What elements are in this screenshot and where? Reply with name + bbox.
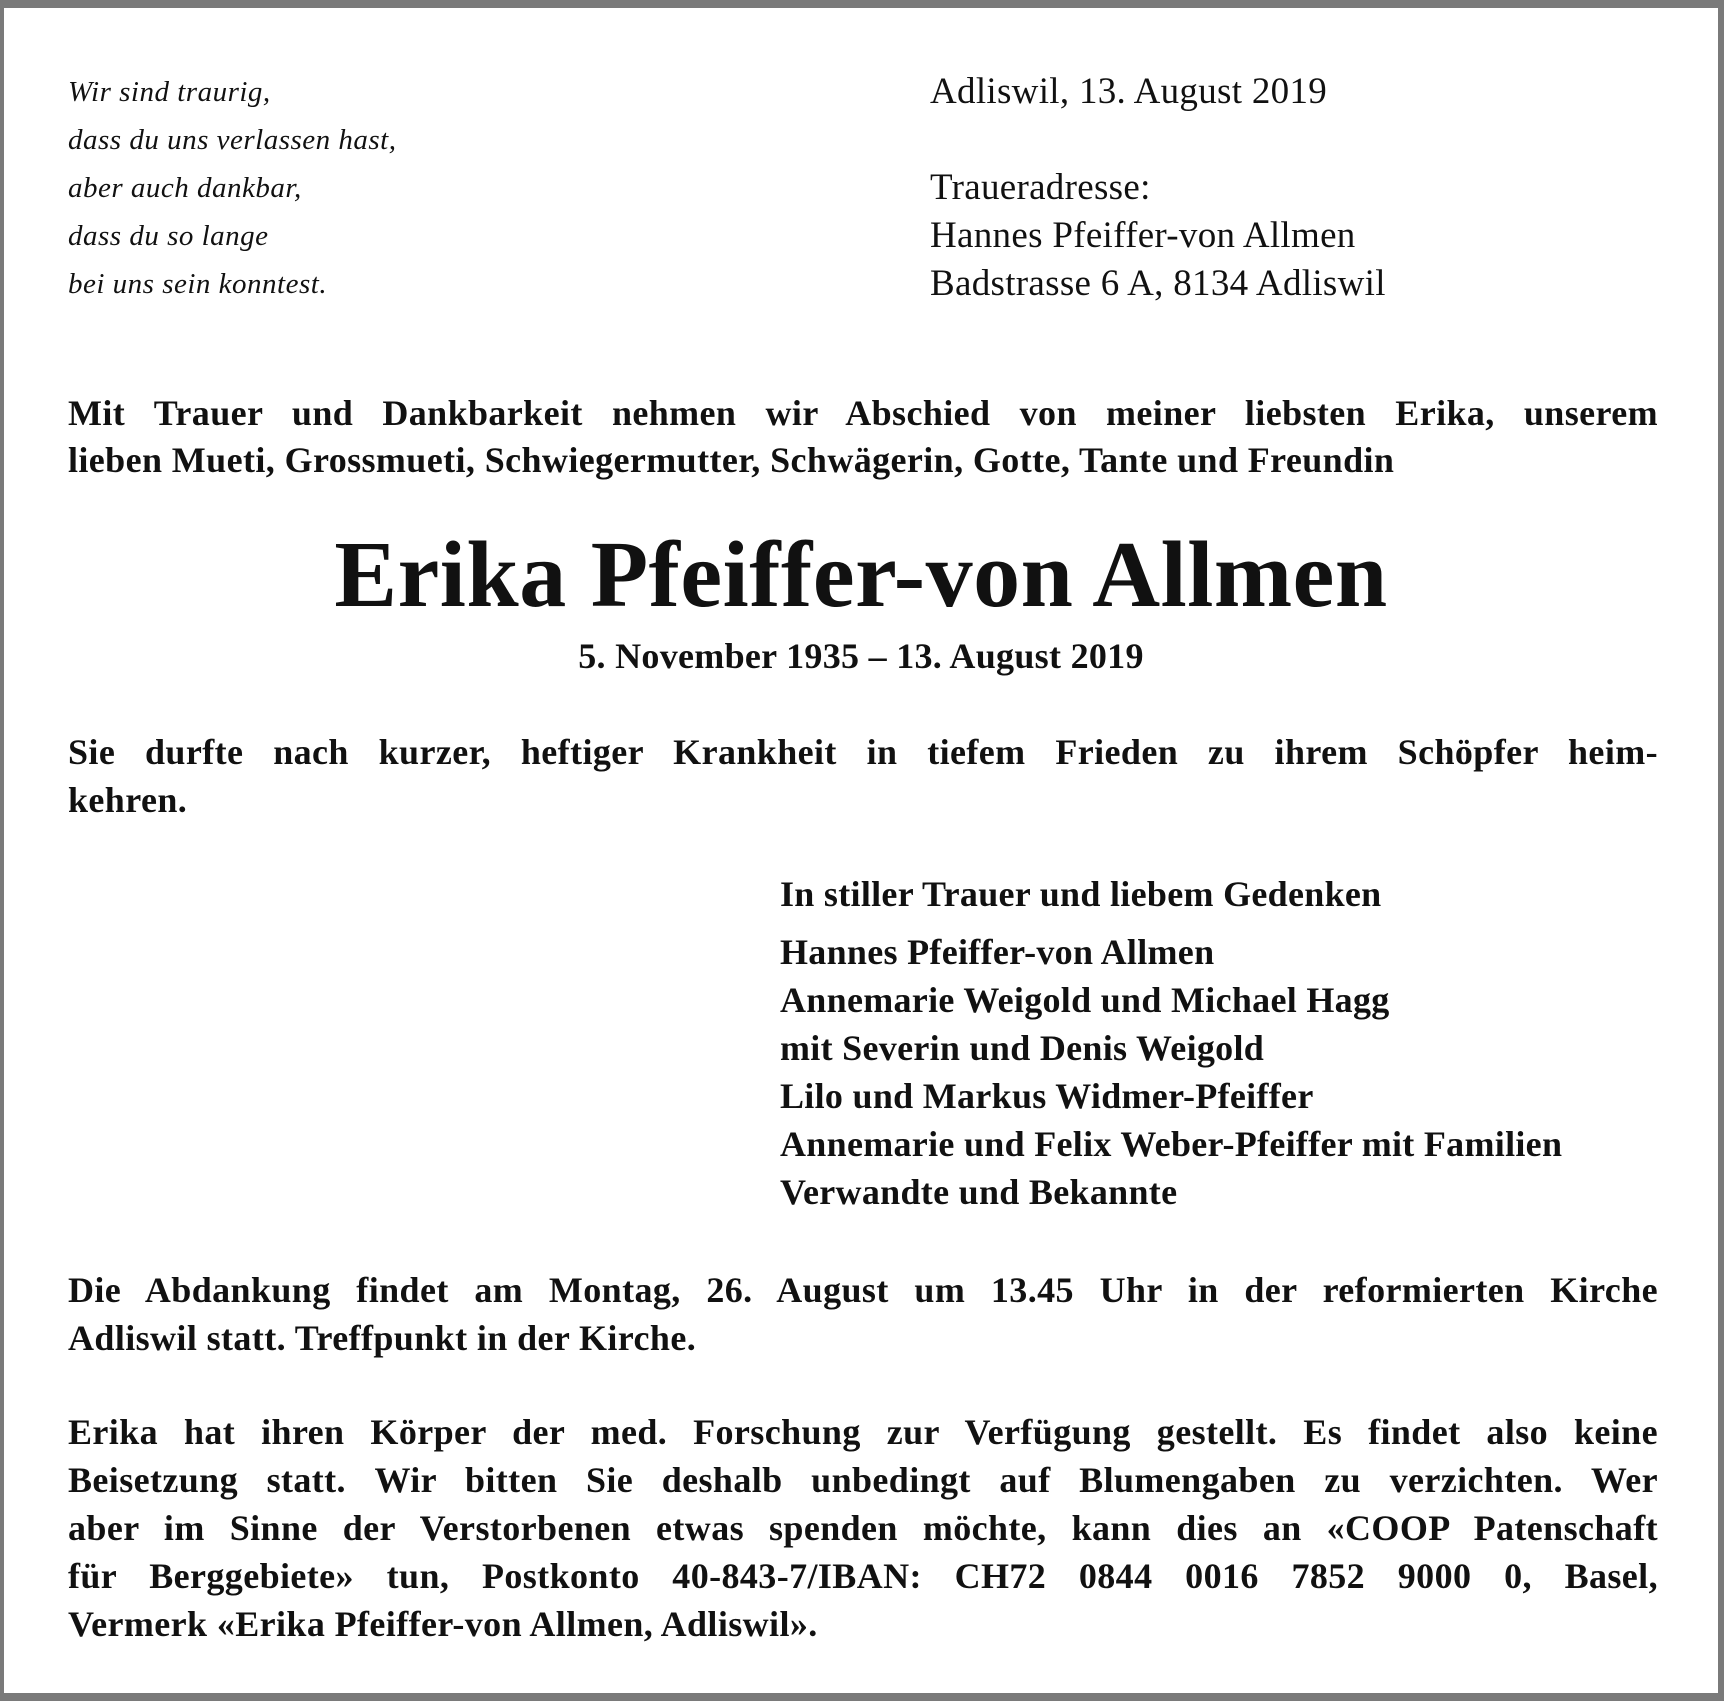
poem-line: aber auch dankbar, (68, 172, 302, 204)
death-note-line: kehren. (68, 780, 188, 820)
death-note-line: Sie durfte nach kurzer, heftiger Krankheit in tiefem Frieden zu ihrem Schöpfer heim- (68, 732, 1658, 772)
donation-line: Erika hat ihren Körper der med. Forschung zur Verfügung gestellt. Es findet also keine (68, 1412, 1658, 1452)
mourner: Hannes Pfeiffer-von Allmen (780, 932, 1215, 972)
donation-text: Beisetzung statt. (68, 1460, 375, 1500)
service-line: Adliswil statt. Treffpunkt in der Kirche. (68, 1318, 697, 1358)
poem-line: dass du uns verlassen hast, (68, 124, 397, 156)
death-note (68, 728, 1658, 824)
poem-line: bei uns sein konntest. (68, 268, 328, 300)
donation-line: Vermerk «Erika Pfeiffer-von Allmen, Adliswil». (68, 1604, 818, 1644)
deceased-name: Erika Pfeiffer-von Allmen (334, 523, 1388, 627)
place-date: Adliswil, 13. August 2019 (930, 71, 1328, 112)
address-name: Hannes Pfeiffer-von Allmen (930, 215, 1356, 256)
address-street: Badstrasse 6 A, 8134 Adliswil (930, 263, 1386, 304)
mourners-heading: In stiller Trauer und liebem Gedenken (780, 874, 1382, 914)
donation-line: aber im Sinne der Verstorbenen etwas spenden möchte, kann dies an «COOP Patenschaft (68, 1508, 1658, 1548)
poem (68, 68, 396, 308)
obituary-notice (4, 8, 1718, 1693)
donation-info (68, 1408, 1658, 1648)
mourner: Lilo und Markus Widmer-Pfeiffer (780, 1076, 1314, 1116)
mourner: mit Severin und Denis Weigold (780, 1028, 1265, 1068)
address-label: Traueradresse: (930, 167, 1151, 208)
mourner: Annemarie und Felix Weber-Pfeiffer mit Familien (780, 1124, 1563, 1164)
donation-line (68, 1456, 1658, 1504)
mourner: Verwandte und Bekannte (780, 1172, 1178, 1212)
intro-text (68, 390, 1658, 484)
mourning-address (930, 164, 1386, 308)
mourner: Annemarie Weigold und Michael Hagg (780, 980, 1390, 1020)
service-line: Die Abdankung findet am Montag, 26. August um 13.45 Uhr in der reformierten Kirche (68, 1270, 1658, 1310)
poem-line: Wir sind traurig, (68, 76, 271, 108)
poem-line: dass du so lange (68, 220, 269, 252)
intro-line: lieben Mueti, Grossmueti, Schwiegermutter, Schwägerin, Gotte, Tante und Freundin (68, 440, 1395, 480)
intro-line: Mit Trauer und Dankbarkeit nehmen wir Abschied von meiner liebsten Erika, unserem (68, 393, 1658, 433)
donation-line: für Berggebiete» tun, Postkonto 40-843-7/IBAN: CH72 0844 0016 7852 9000 0, Basel, (68, 1556, 1658, 1596)
mourners-list (780, 870, 1562, 1216)
flowers-request: Wir bitten Sie deshalb unbedingt auf Blumengaben zu verzichten. (374, 1460, 1563, 1500)
donation-text: Wer (1562, 1460, 1658, 1500)
life-dates: 5. November 1935 – 13. August 2019 (578, 636, 1144, 676)
service-info (68, 1266, 1658, 1362)
